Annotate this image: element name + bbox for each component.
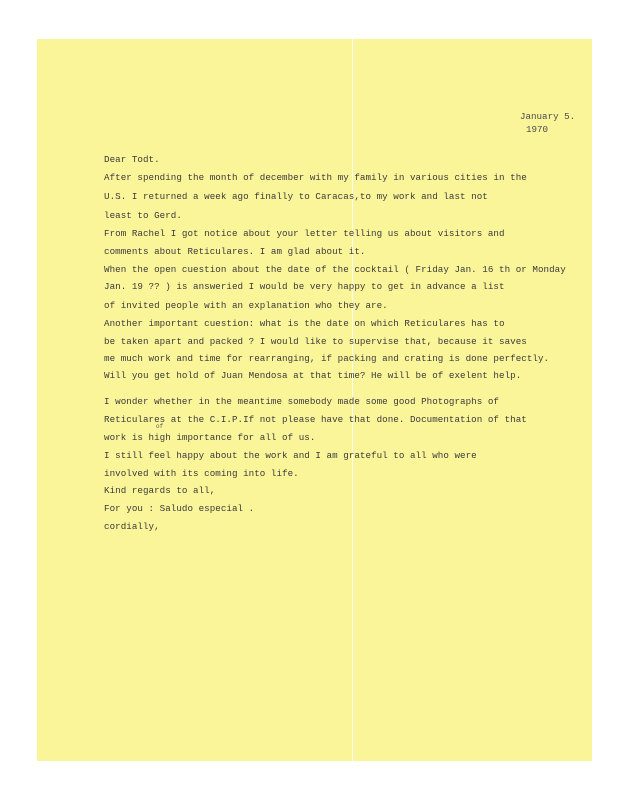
date-year: 1970 [526, 124, 549, 135]
salutation: Dear Todt. [104, 154, 160, 165]
letter-line: I still feel happy about the work and I am grateful to all who were [104, 450, 477, 461]
letter-line: of invited people with an explanation who they are. [104, 300, 388, 311]
letter-line: Another important cuestion: what is the date on which Reticulares has to [104, 318, 505, 329]
date-month-day: January 5. [520, 111, 576, 122]
letter-line: U.S. I returned a week ago finally to Caracas,to my work and last not [104, 191, 488, 202]
letter-line: least to Gerd. [104, 210, 182, 221]
letter-line: work is high importance for all of us. [104, 432, 316, 443]
letter-line: From Rachel I got notice about your letter telling us about visitors and [104, 228, 505, 239]
signoff: cordially, [104, 521, 160, 532]
letter-line: I wonder whether in the meantime somebody made some good Photographs of [104, 396, 500, 407]
closing-line: Kind regards to all, [104, 485, 216, 496]
handwritten-insert: of [156, 423, 164, 430]
letter-line: After spending the month of december with my family in various cities in the [104, 172, 527, 183]
letter-line: involved with its coming into life. [104, 468, 299, 479]
closing-line: For you : Saludo especial . [104, 503, 255, 514]
letter-line: When the open cuestion about the date of the cocktail ( Friday Jan. 16 th or Monday [104, 264, 566, 275]
letter-line: me much work and time for rearranging, if packing and crating is done perfectly. [104, 353, 550, 364]
letter-line: be taken apart and packed ? I would like to supervise that, because it saves [104, 336, 527, 347]
letter-line: Will you get hold of Juan Mendosa at that time? He will be of exelent help. [104, 370, 522, 381]
letter-line: comments about Reticulares. I am glad about it. [104, 246, 366, 257]
letter-line: Jan. 19 ?? ) is answeried I would be very happy to get in advance a list [104, 281, 505, 292]
letter-line: Reticulares at the C.I.P.If not please have that done. Documentation of that [104, 414, 527, 425]
